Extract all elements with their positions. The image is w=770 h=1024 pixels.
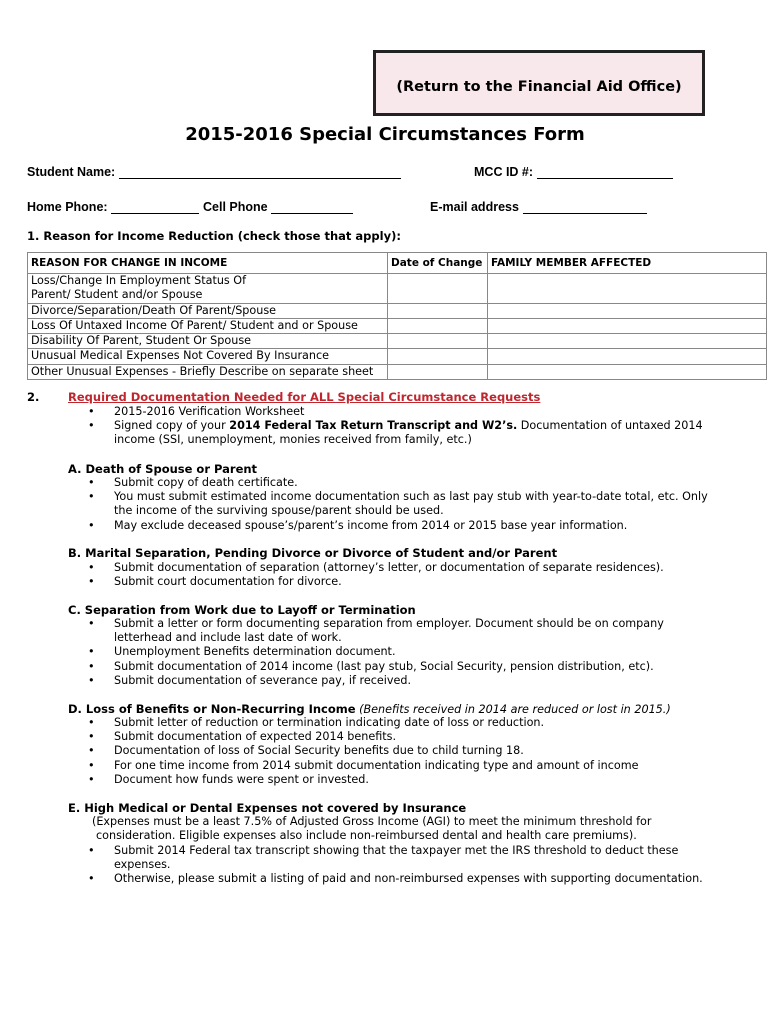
reason-other: Other Unusual Expenses - Briefly Describe on separate sheet (28, 364, 388, 379)
reason-divorce: Divorce/Separation/Death Of Parent/Spouse (28, 303, 388, 318)
family-cell[interactable] (488, 274, 767, 304)
section-d-note: (Benefits received in 2014 are reduced or lost in 2015.) (359, 703, 671, 716)
family-cell[interactable] (488, 318, 767, 333)
email-label: E-mail address (430, 200, 519, 214)
col-reason-header: REASON FOR CHANGE IN INCOME (28, 253, 388, 274)
table-row (28, 303, 767, 318)
student-name-label: Student Name: (27, 165, 116, 179)
return-note-box (373, 50, 705, 116)
list-item: • Documentation of loss of Social Security benefits due to child turning 18. (88, 744, 708, 758)
section-b-heading: B. Marital Separation, Pending Divorce or Divorce of Student and/or Parent (68, 546, 558, 560)
section-d-heading-line (68, 702, 671, 716)
section-d-list (88, 716, 708, 787)
cell-phone-field[interactable] (203, 200, 353, 214)
section-e-para-2: consideration. Eligible expenses also include non-reimbursed dental and health care premiums). (96, 829, 637, 842)
section-c-heading: C. Separation from Work due to Layoff or Termination (68, 603, 416, 617)
date-cell[interactable] (388, 303, 488, 318)
section2-list (88, 405, 708, 448)
bullet-bold-text: 2014 Federal Tax Return Transcript and W2’s. (229, 419, 518, 433)
table-row (28, 349, 767, 364)
section2-title: Required Documentation Needed for ALL Special Circumstance Requests (68, 390, 541, 404)
list-item: • Submit court documentation for divorce. (88, 575, 708, 589)
date-cell[interactable] (388, 274, 488, 304)
reason-table (27, 252, 767, 380)
mcc-id-label: MCC ID #: (474, 165, 534, 179)
bullet-text: Documentation of untaxed 2014 income (SSI, unemployment, monies received from family, etc.) (114, 419, 703, 447)
family-cell[interactable] (488, 303, 767, 318)
section-b-list (88, 561, 708, 589)
home-phone-label: Home Phone: (27, 200, 108, 214)
mcc-id-blank[interactable] (537, 165, 673, 179)
list-item: • Document how funds were spent or invested. (88, 773, 708, 787)
list-item: • Submit documentation of separation (attorney’s letter, or documentation of separate residences). (88, 561, 708, 575)
section-c-list (88, 617, 708, 688)
list-item (88, 419, 708, 447)
section-e-heading: E. High Medical or Dental Expenses not covered by Insurance (68, 801, 467, 815)
table-header-row (28, 253, 767, 274)
col-date-header: Date of Change (388, 253, 488, 274)
student-name-field[interactable] (27, 165, 401, 179)
reason-employment (28, 274, 388, 304)
bullet-text: Signed copy of your (114, 419, 230, 433)
date-cell[interactable] (388, 318, 488, 333)
section-d-heading: D. Loss of Benefits or Non-Recurring Income (68, 702, 356, 716)
cell-phone-blank[interactable] (271, 200, 353, 214)
reason-text: Loss/Change In Employment Status Of (31, 274, 247, 287)
date-cell[interactable] (388, 334, 488, 349)
email-field[interactable] (430, 200, 647, 214)
list-item: • May exclude deceased spouse’s/parent’s income from 2014 or 2015 base year information. (88, 519, 708, 533)
date-cell[interactable] (388, 364, 488, 379)
list-item: • Submit copy of death certificate. (88, 476, 708, 490)
cell-phone-label: Cell Phone (203, 200, 268, 214)
list-item: • Submit letter of reduction or termination indicating date of loss or reduction. (88, 716, 708, 730)
family-cell[interactable] (488, 334, 767, 349)
list-item: • Submit a letter or form documenting separation from employer. Document should be on company letterhead and include last date of work. (88, 617, 708, 645)
section-e-list (88, 844, 708, 887)
section-a-list (88, 476, 708, 533)
family-cell[interactable] (488, 364, 767, 379)
home-phone-blank[interactable] (111, 200, 199, 214)
mcc-id-field[interactable] (474, 165, 673, 179)
table-row (28, 274, 767, 304)
reason-text: Parent/ Student and/or Spouse (31, 288, 203, 302)
list-item: • Submit documentation of severance pay, if received. (88, 674, 708, 688)
form-title: 2015-2016 Special Circumstances Form (185, 124, 585, 145)
list-item: • Submit documentation of expected 2014 benefits. (88, 730, 708, 744)
list-item: • Submit 2014 Federal tax transcript showing that the taxpayer met the IRS threshold to deduct these expenses. (88, 844, 708, 872)
reason-medical: Unusual Medical Expenses Not Covered By Insurance (28, 349, 388, 364)
date-cell[interactable] (388, 349, 488, 364)
section-e-para-1: (Expenses must be a least 7.5% of Adjusted Gross Income (AGI) to meet the minimum threshold for (92, 815, 652, 828)
email-blank[interactable] (523, 200, 647, 214)
table-row (28, 364, 767, 379)
reason-disability: Disability Of Parent, Student Or Spouse (28, 334, 388, 349)
list-item: • Submit documentation of 2014 income (last pay stub, Social Security, pension distribution, etc). (88, 660, 708, 674)
return-note: (Return to the Financial Aid Office) (396, 79, 682, 95)
section-a-heading: A. Death of Spouse or Parent (68, 462, 258, 476)
table-row (28, 334, 767, 349)
list-item: • For one time income from 2014 submit documentation indicating type and amount of income (88, 759, 708, 773)
student-name-blank[interactable] (119, 165, 401, 179)
section2-number: 2. (27, 390, 40, 404)
family-cell[interactable] (488, 349, 767, 364)
list-item: • You must submit estimated income documentation such as last pay stub with year-to-date total, etc. Only the income of the surviving spouse/parent should be used. (88, 490, 708, 518)
section1-heading: 1. Reason for Income Reduction (check those that apply): (27, 229, 401, 243)
list-item: • 2015-2016 Verification Worksheet (88, 405, 708, 419)
list-item: • Otherwise, please submit a listing of paid and non-reimbursed expenses with supporting documentation. (88, 872, 708, 886)
table-row (28, 318, 767, 333)
col-family-header: FAMILY MEMBER AFFECTED (488, 253, 767, 274)
reason-untaxed-income: Loss Of Untaxed Income Of Parent/ Student and or Spouse (28, 318, 388, 333)
home-phone-field[interactable] (27, 200, 199, 214)
list-item: • Unemployment Benefits determination document. (88, 645, 708, 659)
